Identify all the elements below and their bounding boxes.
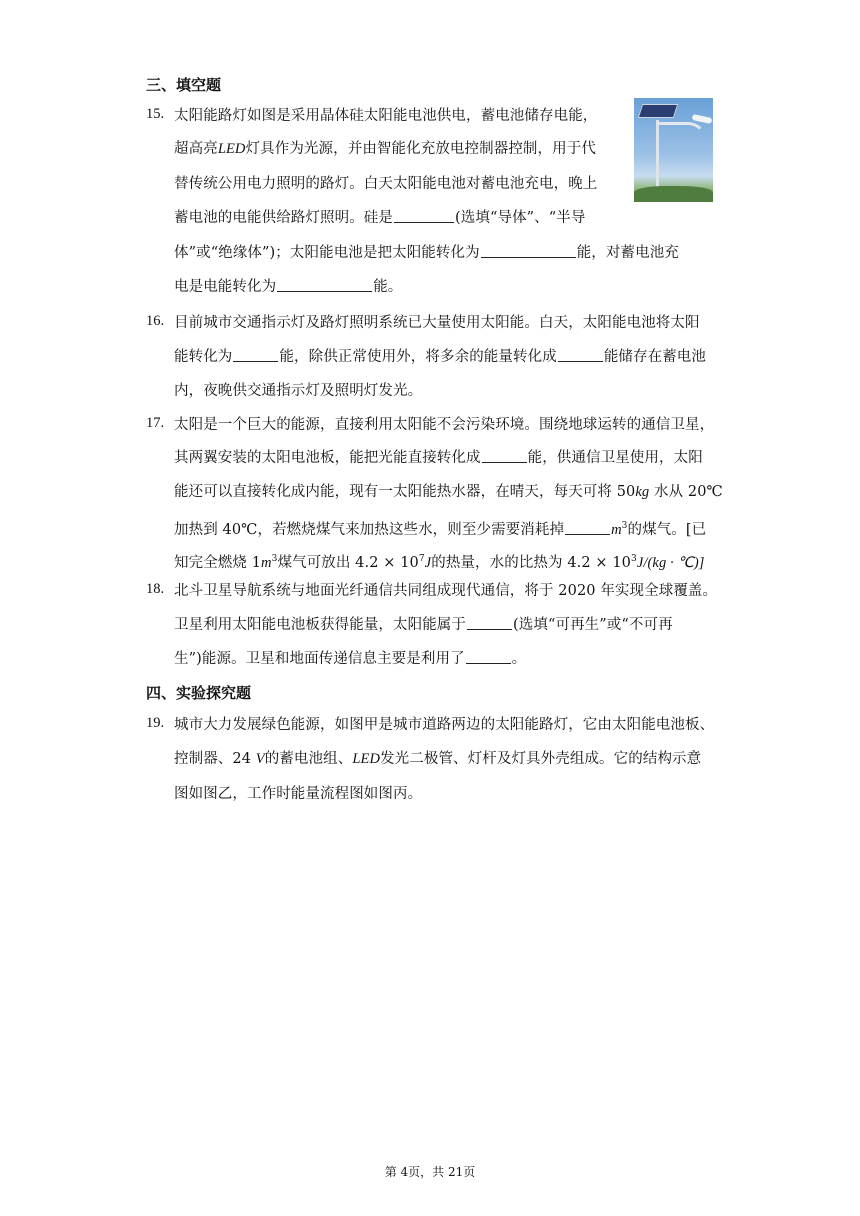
answer-blank[interactable] <box>277 277 372 292</box>
answer-blank[interactable] <box>565 520 610 535</box>
section-title-experiment: 四、实验探究题 <box>146 684 252 702</box>
q17-line-4: 加热到 40℃，若燃烧煤气来加热这些水，则至少需要消耗掉 $m^3$的煤气。[已 <box>174 521 707 538</box>
q16-line-2: 能转化为 能，除供正常使用外，将多余的能量转化成 能储存在蓄电池 <box>174 349 707 365</box>
q15-line-5: 体”或“绝缘体”)；太阳能电池是把太阳能转化为 能，对蓄电池充 <box>174 245 679 261</box>
q18-line-1: 北斗卫星导航系统与地面光纤通信共同组成现代通信，将于 2020 年实现全球覆盖。 <box>174 583 718 599</box>
solar-street-lamp-photo <box>634 98 713 202</box>
q17-line-1: 太阳是一个巨大的能源，直接利用太阳能不会污染环境。围绕地球运转的通信卫星， <box>174 417 715 433</box>
q19-line-1: 城市大力发展绿色能源，如图甲是城市道路两边的太阳能路灯，它由太阳能电池板、 <box>174 717 715 733</box>
q16-line-3: 内，夜晚供交通指示灯及照明灯发光。 <box>174 383 423 399</box>
answer-blank[interactable] <box>482 448 527 463</box>
q19-line-3: 图如图乙，工作时能量流程图如图丙。 <box>174 786 423 802</box>
answer-blank[interactable] <box>394 208 454 223</box>
question-number: 15. <box>146 106 165 122</box>
q19-line-2: 控制器、24 V的蓄电池组、LED发光二极管、灯杆及灯具外壳组成。它的结构示意 <box>174 751 702 767</box>
answer-blank[interactable] <box>233 347 278 362</box>
page-footer: 第 4页，共 21页 <box>384 1165 476 1179</box>
q15-line-3: 替传统公用电力照明的路灯。白天太阳能电池对蓄电池充电，晚上 <box>174 176 598 192</box>
q15-line-4: 蓄电池的电能供给路灯照明。硅是 (选填“导体”、“半导 <box>174 210 586 226</box>
q15-line-2: 超高亮LED灯具作为光源，并由智能化充放电控制器控制，用于代 <box>174 141 596 157</box>
answer-blank[interactable] <box>467 615 512 630</box>
section-title-fill-in: 三、填空题 <box>146 76 222 94</box>
q16-line-1: 目前城市交通指示灯及路灯照明系统已大量使用太阳能。白天，太阳能电池将太阳 <box>174 315 700 331</box>
q15-line-1: 太阳能路灯如图是采用晶体硅太阳能电池供电，蓄电池储存电能， <box>174 108 598 124</box>
question-number: 18. <box>146 581 165 597</box>
q17-line-5: 知完全燃烧 $1m^3$煤气可放出 $4.2 \times 10^7J$的热量，水的比热为 $4.2 \times 10^3J/(kg$ · ℃)] <box>174 554 705 571</box>
answer-blank[interactable] <box>481 243 576 258</box>
question-number: 17. <box>146 415 165 431</box>
q18-line-3: 生”)能源。卫星和地面传递信息主要是利用了 。 <box>174 651 527 667</box>
q17-line-3: 能还可以直接转化成内能，现有一太阳能热水器，在晴天，每天可将 50kg 水从 20℃ <box>174 484 723 500</box>
q17-line-2: 其两翼安装的太阳电池板，能把光能直接转化成 能，供通信卫星使用，太阳 <box>174 450 703 466</box>
answer-blank[interactable] <box>558 347 603 362</box>
q18-line-2: 卫星利用太阳能电池板获得能量，太阳能属于 (选填“可再生”或“不可再 <box>174 617 673 633</box>
question-number: 19. <box>146 715 165 731</box>
answer-blank[interactable] <box>466 649 511 664</box>
q15-line-6: 电是电能转化为 能。 <box>174 279 403 295</box>
question-number: 16. <box>146 313 165 329</box>
